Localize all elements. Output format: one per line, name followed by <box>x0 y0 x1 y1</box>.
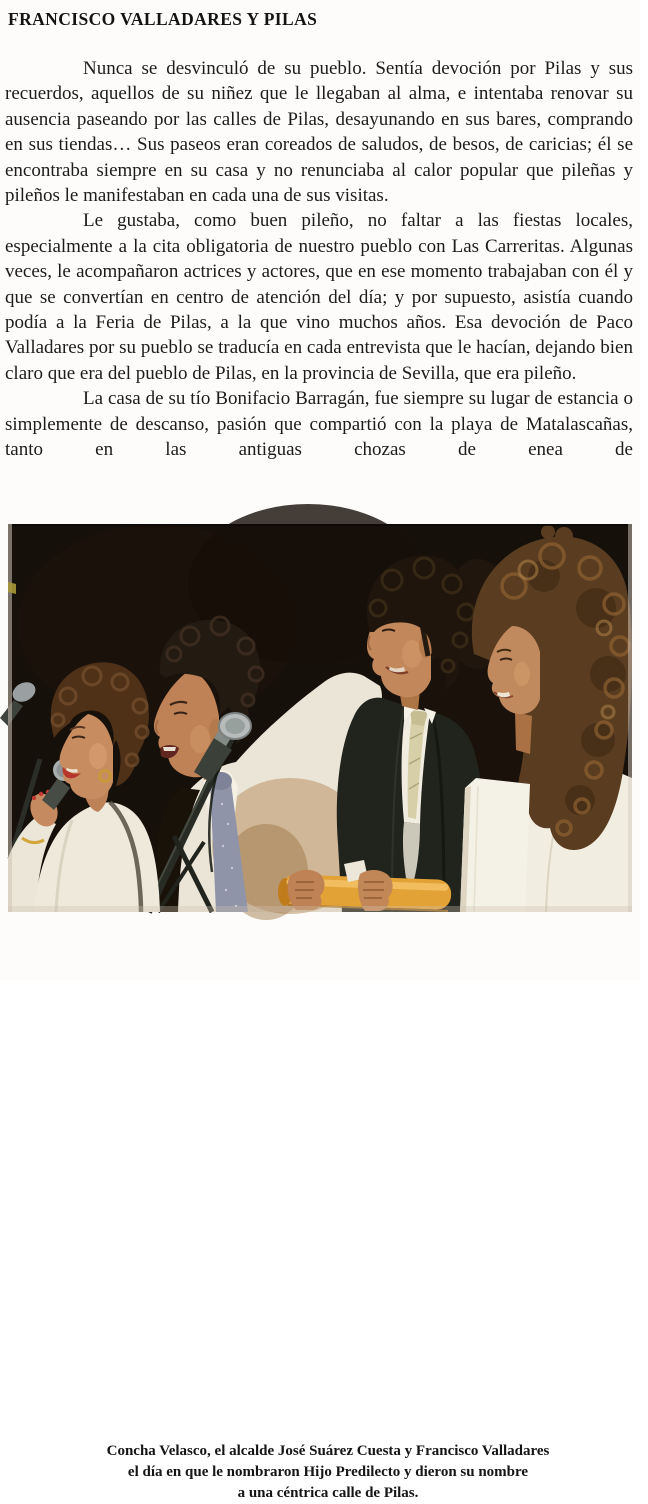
white-folder <box>460 778 530 912</box>
paragraph-2: Le gustaba, como buen pileño, no faltar a las fiestas locales, especialmente a la cita obligatoria de nuestro pueblo con Las Carreritas. Algunas veces, le acompañaron actrices y actores, que en ese momento trabajaban con él y que se convertían en centro de atención del día; y por supuesto, asistía cuando podía a la Feria de Pilas, a la que vino muchos años. Esa devoción de Paco Valladares por su pueblo se traducía en cada entrevista que le hacían, dejando bien claro que era del pueblo de Pilas, en la provincia de Sevilla, que era pileño. <box>5 210 633 384</box>
caption-line-1: Concha Velasco, el alcalde José Suárez Cuesta y Francisco Valladares <box>106 1443 550 1459</box>
body-text <box>5 56 633 463</box>
caption-line-3: a una céntrica calle de Pilas. <box>237 1485 419 1501</box>
caption-line-2: el día en que le nombraron Hijo Predilecto y dieron su nombre <box>127 1464 529 1480</box>
paragraph-3: La casa de su tío Bonifacio Barragán, fue siempre su lugar de estancia o simplemente de descanso, pasión que compartió con la playa de Matalascañas, tanto en las antiguas chozas de enea de <box>5 388 633 461</box>
photo-caption <box>8 1441 648 1504</box>
edge-mark <box>8 582 16 594</box>
photograph <box>8 524 632 1501</box>
page-title: FRANCISCO VALLADARES Y PILAS <box>8 9 318 29</box>
photo-illustration <box>8 524 632 912</box>
paragraph-1: Nunca se desvinculó de su pueblo. Sentía devoción por Pilas y sus recuerdos, aquellos de su niñez que le llegaban al alma, e intentaba renovar su ausencia paseando por las calles de Pilas, desayunando en sus bares, comprando en sus tiendas… Sus paseos eran coreados de saludos, de besos, de caricias; él se encontraba siempre en su casa y no renunciaba al calor popular que pileñas y pileños le manifestaban en cada una de sus visitas. <box>5 58 633 207</box>
